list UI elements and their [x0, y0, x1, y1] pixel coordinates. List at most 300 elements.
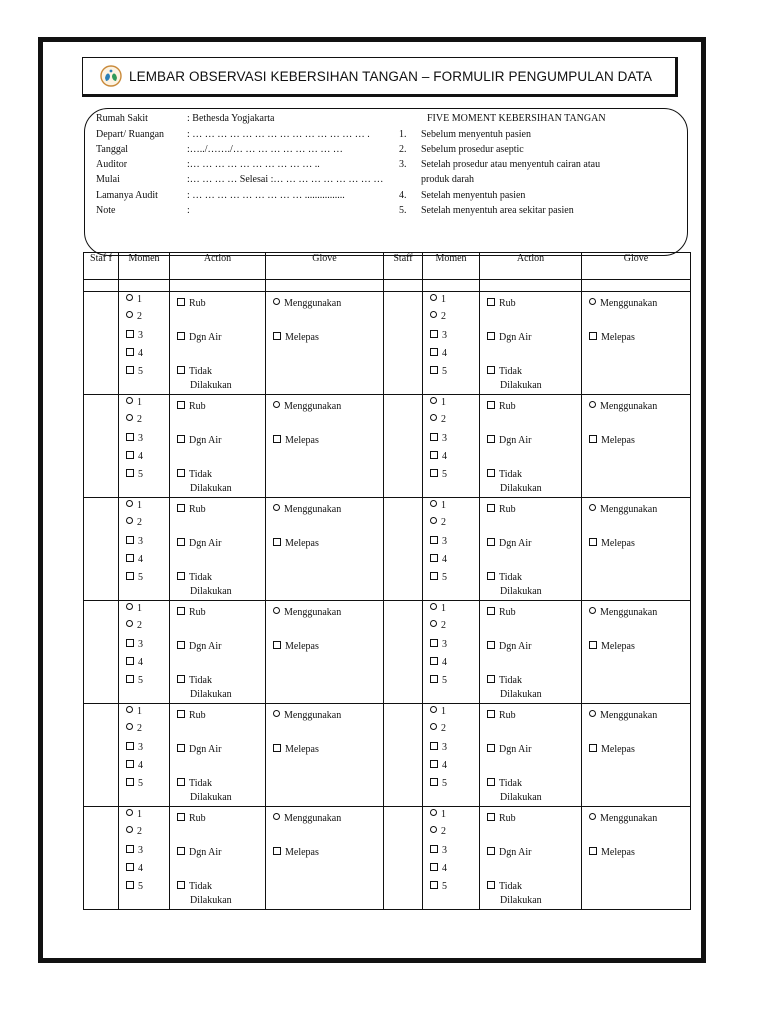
checkbox-icon[interactable]: [430, 451, 438, 459]
radio-icon[interactable]: [126, 294, 133, 301]
action-dgn-air[interactable]: Dgn Air: [487, 332, 532, 343]
momen-option[interactable]: 2: [430, 620, 446, 631]
checkbox-icon[interactable]: [126, 366, 134, 374]
action-rub[interactable]: Rub: [487, 607, 516, 618]
info-field-value[interactable]: :: [187, 205, 190, 216]
action-tidak-label-2: Dilakukan: [190, 792, 232, 803]
checkbox-icon[interactable]: [430, 863, 438, 871]
action-dgn-air[interactable]: Dgn Air: [487, 538, 532, 549]
radio-icon[interactable]: [273, 504, 280, 511]
checkbox-icon[interactable]: [126, 760, 134, 768]
checkbox-icon[interactable]: [126, 863, 134, 871]
glove-melepas[interactable]: Melepas: [273, 847, 319, 858]
momen-option[interactable]: 1: [126, 294, 142, 305]
radio-icon[interactable]: [589, 298, 596, 305]
action-rub[interactable]: Rub: [177, 607, 206, 618]
momen-option[interactable]: 4: [430, 863, 447, 874]
momen-option[interactable]: 5: [126, 366, 143, 377]
staff-cell[interactable]: [84, 807, 119, 910]
action-tidak[interactable]: Tidak: [177, 778, 212, 789]
checkbox-icon[interactable]: [430, 348, 438, 356]
checkbox-icon[interactable]: [126, 330, 134, 338]
radio-icon[interactable]: [126, 809, 133, 816]
checkbox-icon[interactable]: [177, 504, 185, 512]
checkbox-icon[interactable]: [177, 469, 185, 477]
staff-cell-right[interactable]: [384, 601, 423, 704]
momen-option[interactable]: 2: [430, 723, 446, 734]
checkbox-icon[interactable]: [589, 641, 597, 649]
info-field-value[interactable]: : … … … … … … … … … ................: [187, 190, 345, 201]
action-tidak[interactable]: Tidak: [487, 572, 522, 583]
radio-icon[interactable]: [430, 826, 437, 833]
radio-icon[interactable]: [430, 500, 437, 507]
momen-option[interactable]: 5: [430, 675, 447, 686]
glove-menggunakan[interactable]: Menggunakan: [589, 813, 657, 824]
checkbox-icon[interactable]: [126, 742, 134, 750]
glove-menggunakan[interactable]: Menggunakan: [273, 298, 341, 309]
checkbox-icon[interactable]: [487, 572, 495, 580]
radio-icon[interactable]: [126, 826, 133, 833]
momen-option[interactable]: 4: [126, 348, 143, 359]
moment-number: 2.: [399, 144, 407, 155]
action-rub[interactable]: Rub: [487, 710, 516, 721]
momen-option[interactable]: 3: [126, 536, 143, 547]
momen-option[interactable]: 2: [430, 414, 446, 425]
staff-cell[interactable]: [84, 292, 119, 395]
checkbox-icon[interactable]: [487, 607, 495, 615]
momen-option[interactable]: 3: [430, 742, 447, 753]
momen-option[interactable]: 2: [126, 414, 142, 425]
checkbox-icon[interactable]: [430, 675, 438, 683]
glove-melepas[interactable]: Melepas: [273, 641, 319, 652]
action-cell: [170, 498, 266, 601]
checkbox-icon[interactable]: [126, 639, 134, 647]
momen-option[interactable]: 3: [126, 845, 143, 856]
checkbox-icon[interactable]: [273, 744, 281, 752]
radio-icon[interactable]: [430, 311, 437, 318]
staff-cell-right[interactable]: [384, 292, 423, 395]
momen-option[interactable]: 2: [126, 311, 142, 322]
radio-icon[interactable]: [126, 706, 133, 713]
checkbox-icon[interactable]: [177, 847, 185, 855]
momen-option[interactable]: 5: [126, 469, 143, 480]
momen-cell-right: [423, 601, 480, 704]
glove-cell-right: [582, 807, 691, 910]
checkbox-icon[interactable]: [589, 744, 597, 752]
radio-icon[interactable]: [589, 504, 596, 511]
momen-option[interactable]: 5: [430, 469, 447, 480]
checkbox-icon[interactable]: [487, 435, 495, 443]
momen-option[interactable]: 1: [430, 603, 446, 614]
radio-icon[interactable]: [430, 706, 437, 713]
glove-menggunakan[interactable]: Menggunakan: [273, 607, 341, 618]
action-dgn-air[interactable]: Dgn Air: [177, 744, 222, 755]
momen-option[interactable]: 4: [126, 657, 143, 668]
radio-icon[interactable]: [589, 607, 596, 614]
header-glove: Glove: [266, 253, 384, 280]
info-field-value[interactable]: : Bethesda Yogjakarta: [187, 113, 275, 124]
checkbox-icon[interactable]: [273, 332, 281, 340]
checkbox-icon[interactable]: [273, 435, 281, 443]
radio-icon[interactable]: [430, 517, 437, 524]
momen-option[interactable]: 4: [430, 657, 447, 668]
momen-option[interactable]: 3: [430, 536, 447, 547]
checkbox-icon[interactable]: [177, 881, 185, 889]
momen-option[interactable]: 2: [126, 517, 142, 528]
action-dgn-air[interactable]: Dgn Air: [487, 641, 532, 652]
momen-option[interactable]: 4: [430, 554, 447, 565]
checkbox-icon[interactable]: [126, 675, 134, 683]
table-row: [84, 807, 691, 910]
info-field-label: Auditor: [96, 159, 128, 170]
radio-icon[interactable]: [126, 723, 133, 730]
checkbox-icon[interactable]: [177, 572, 185, 580]
action-cell: [170, 807, 266, 910]
checkbox-icon[interactable]: [273, 641, 281, 649]
checkbox-icon[interactable]: [487, 401, 495, 409]
momen-option[interactable]: 4: [126, 554, 143, 565]
info-field-label: Mulai: [96, 174, 120, 185]
momen-option[interactable]: 1: [126, 706, 142, 717]
glove-melepas[interactable]: Melepas: [589, 641, 635, 652]
momen-option[interactable]: 3: [126, 433, 143, 444]
radio-icon[interactable]: [126, 517, 133, 524]
momen-option[interactable]: 5: [126, 675, 143, 686]
glove-melepas[interactable]: Melepas: [589, 435, 635, 446]
action-dgn-air[interactable]: Dgn Air: [177, 847, 222, 858]
action-rub[interactable]: Rub: [487, 504, 516, 515]
checkbox-icon[interactable]: [126, 451, 134, 459]
checkbox-icon[interactable]: [430, 366, 438, 374]
checkbox-icon[interactable]: [177, 435, 185, 443]
glove-cell: [266, 601, 384, 704]
momen-option[interactable]: 1: [126, 397, 142, 408]
momen-cell: [119, 395, 170, 498]
radio-icon[interactable]: [430, 723, 437, 730]
checkbox-icon[interactable]: [430, 554, 438, 562]
action-tidak-label-2: Dilakukan: [500, 380, 542, 391]
action-tidak[interactable]: Tidak: [177, 881, 212, 892]
staff-cell[interactable]: [84, 704, 119, 807]
info-field-label: Lamanya Audit: [96, 190, 158, 201]
action-tidak[interactable]: Tidak: [177, 675, 212, 686]
checkbox-icon[interactable]: [177, 366, 185, 374]
radio-icon[interactable]: [589, 710, 596, 717]
radio-icon[interactable]: [273, 401, 280, 408]
radio-icon[interactable]: [430, 414, 437, 421]
action-tidak-label-2: Dilakukan: [190, 380, 232, 391]
checkbox-icon[interactable]: [126, 554, 134, 562]
momen-option[interactable]: 1: [126, 809, 142, 820]
action-dgn-air[interactable]: Dgn Air: [487, 847, 532, 858]
checkbox-icon[interactable]: [430, 433, 438, 441]
momen-cell: [119, 601, 170, 704]
action-tidak[interactable]: Tidak: [487, 778, 522, 789]
action-tidak[interactable]: Tidak: [487, 469, 522, 480]
momen-option[interactable]: 5: [126, 881, 143, 892]
staff-cell-right[interactable]: [384, 498, 423, 601]
checkbox-icon[interactable]: [126, 433, 134, 441]
checkbox-icon[interactable]: [177, 401, 185, 409]
action-rub[interactable]: Rub: [177, 401, 206, 412]
table-header-row: [84, 253, 691, 280]
momen-option[interactable]: 1: [430, 809, 446, 820]
checkbox-icon[interactable]: [589, 332, 597, 340]
radio-icon[interactable]: [273, 298, 280, 305]
checkbox-icon[interactable]: [126, 845, 134, 853]
momen-option[interactable]: 1: [126, 500, 142, 511]
glove-menggunakan[interactable]: Menggunakan: [273, 710, 341, 721]
glove-melepas[interactable]: Melepas: [273, 538, 319, 549]
momen-option[interactable]: 3: [430, 330, 447, 341]
checkbox-icon[interactable]: [177, 744, 185, 752]
glove-menggunakan[interactable]: Menggunakan: [589, 298, 657, 309]
glove-melepas[interactable]: Melepas: [273, 435, 319, 446]
action-tidak[interactable]: Tidak: [487, 366, 522, 377]
momen-option[interactable]: 3: [430, 845, 447, 856]
momen-option[interactable]: 5: [430, 572, 447, 583]
checkbox-icon[interactable]: [177, 641, 185, 649]
radio-icon[interactable]: [430, 397, 437, 404]
action-rub[interactable]: Rub: [487, 298, 516, 309]
momen-option[interactable]: 5: [430, 881, 447, 892]
checkbox-icon[interactable]: [487, 778, 495, 786]
glove-menggunakan[interactable]: Menggunakan: [273, 813, 341, 824]
checkbox-icon[interactable]: [126, 572, 134, 580]
momen-option[interactable]: 2: [430, 517, 446, 528]
checkbox-icon[interactable]: [487, 710, 495, 718]
staff-cell[interactable]: [84, 395, 119, 498]
checkbox-icon[interactable]: [589, 847, 597, 855]
checkbox-icon[interactable]: [126, 778, 134, 786]
header-staff-right: Staff: [384, 253, 423, 280]
momen-option[interactable]: 2: [126, 723, 142, 734]
momen-option[interactable]: 1: [430, 706, 446, 717]
radio-icon[interactable]: [126, 603, 133, 610]
checkbox-icon[interactable]: [177, 710, 185, 718]
action-tidak[interactable]: Tidak: [177, 572, 212, 583]
radio-icon[interactable]: [126, 500, 133, 507]
momen-option[interactable]: 2: [126, 826, 142, 837]
radio-icon[interactable]: [126, 397, 133, 404]
moment-number: 4.: [399, 190, 407, 201]
radio-icon[interactable]: [273, 710, 280, 717]
action-tidak-label-2: Dilakukan: [190, 895, 232, 906]
checkbox-icon[interactable]: [177, 298, 185, 306]
glove-melepas[interactable]: Melepas: [589, 332, 635, 343]
momen-option[interactable]: 5: [126, 778, 143, 789]
glove-melepas[interactable]: Melepas: [589, 847, 635, 858]
checkbox-icon[interactable]: [430, 330, 438, 338]
glove-menggunakan[interactable]: Menggunakan: [589, 401, 657, 412]
checkbox-icon[interactable]: [487, 469, 495, 477]
radio-icon[interactable]: [126, 311, 133, 318]
checkbox-icon[interactable]: [430, 760, 438, 768]
action-rub[interactable]: Rub: [487, 813, 516, 824]
checkbox-icon[interactable]: [177, 538, 185, 546]
momen-option[interactable]: 2: [126, 620, 142, 631]
checkbox-icon[interactable]: [589, 538, 597, 546]
checkbox-icon[interactable]: [430, 742, 438, 750]
glove-cell-right: [582, 395, 691, 498]
radio-icon[interactable]: [126, 620, 133, 627]
radio-icon[interactable]: [430, 620, 437, 627]
checkbox-icon[interactable]: [487, 538, 495, 546]
action-rub[interactable]: Rub: [177, 710, 206, 721]
checkbox-icon[interactable]: [430, 881, 438, 889]
momen-option[interactable]: 1: [430, 500, 446, 511]
header-glove-right: Glove: [582, 253, 691, 280]
glove-melepas[interactable]: Melepas: [589, 538, 635, 549]
radio-icon[interactable]: [126, 414, 133, 421]
checkbox-icon[interactable]: [126, 469, 134, 477]
action-rub[interactable]: Rub: [177, 504, 206, 515]
action-tidak[interactable]: Tidak: [177, 366, 212, 377]
momen-option[interactable]: 2: [430, 311, 446, 322]
glove-melepas[interactable]: Melepas: [589, 744, 635, 755]
glove-menggunakan[interactable]: Menggunakan: [589, 710, 657, 721]
momen-option[interactable]: 4: [126, 760, 143, 771]
page-title: LEMBAR OBSERVASI KEBERSIHAN TANGAN – FORMULIR PENGUMPULAN DATA: [129, 69, 653, 84]
action-dgn-air[interactable]: Dgn Air: [177, 538, 222, 549]
checkbox-icon[interactable]: [487, 881, 495, 889]
radio-icon[interactable]: [430, 294, 437, 301]
momen-cell-right: [423, 498, 480, 601]
checkbox-icon[interactable]: [430, 657, 438, 665]
checkbox-icon[interactable]: [177, 778, 185, 786]
checkbox-icon[interactable]: [487, 744, 495, 752]
checkbox-icon[interactable]: [430, 639, 438, 647]
radio-icon[interactable]: [273, 607, 280, 614]
momen-cell-right: [423, 704, 480, 807]
checkbox-icon[interactable]: [126, 657, 134, 665]
action-tidak[interactable]: Tidak: [487, 881, 522, 892]
momen-cell: [119, 704, 170, 807]
moment-number: 5.: [399, 205, 407, 216]
action-cell: [170, 704, 266, 807]
action-dgn-air[interactable]: Dgn Air: [487, 744, 532, 755]
momen-option[interactable]: 4: [126, 451, 143, 462]
momen-option[interactable]: 3: [430, 639, 447, 650]
checkbox-icon[interactable]: [430, 572, 438, 580]
checkbox-icon[interactable]: [430, 845, 438, 853]
glove-melepas[interactable]: Melepas: [273, 744, 319, 755]
action-tidak-label-2: Dilakukan: [500, 895, 542, 906]
momen-option[interactable]: 1: [430, 294, 446, 305]
momen-option[interactable]: 4: [430, 760, 447, 771]
action-cell-right: [480, 601, 582, 704]
momen-cell-right: [423, 292, 480, 395]
info-field-value[interactable]: :… … … … Selesai :… … … … … … … … …: [187, 174, 384, 185]
checkbox-icon[interactable]: [177, 675, 185, 683]
checkbox-icon[interactable]: [487, 298, 495, 306]
info-box: [84, 108, 688, 256]
momen-option[interactable]: 2: [430, 826, 446, 837]
checkbox-icon[interactable]: [487, 675, 495, 683]
action-rub[interactable]: Rub: [177, 298, 206, 309]
momen-option[interactable]: 4: [430, 451, 447, 462]
radio-icon[interactable]: [589, 401, 596, 408]
checkbox-icon[interactable]: [126, 348, 134, 356]
momen-cell-right: [423, 395, 480, 498]
momen-option[interactable]: 3: [126, 639, 143, 650]
checkbox-icon[interactable]: [487, 641, 495, 649]
moment-text: Setelah prosedur atau menyentuh cairan atau: [421, 159, 601, 170]
checkbox-icon[interactable]: [177, 813, 185, 821]
glove-menggunakan[interactable]: Menggunakan: [589, 504, 657, 515]
glove-melepas[interactable]: Melepas: [273, 332, 319, 343]
glove-menggunakan[interactable]: Menggunakan: [589, 607, 657, 618]
momen-option[interactable]: 5: [430, 778, 447, 789]
momen-cell: [119, 292, 170, 395]
checkbox-icon[interactable]: [487, 813, 495, 821]
checkbox-icon[interactable]: [589, 435, 597, 443]
momen-option[interactable]: 3: [126, 330, 143, 341]
checkbox-icon[interactable]: [177, 332, 185, 340]
action-dgn-air[interactable]: Dgn Air: [487, 435, 532, 446]
checkbox-icon[interactable]: [487, 504, 495, 512]
checkbox-icon[interactable]: [177, 607, 185, 615]
checkbox-icon[interactable]: [430, 536, 438, 544]
action-tidak[interactable]: Tidak: [487, 675, 522, 686]
action-dgn-air[interactable]: Dgn Air: [177, 641, 222, 652]
glove-menggunakan[interactable]: Menggunakan: [273, 504, 341, 515]
momen-option[interactable]: 5: [126, 572, 143, 583]
action-tidak[interactable]: Tidak: [177, 469, 212, 480]
action-rub[interactable]: Rub: [487, 401, 516, 412]
glove-menggunakan[interactable]: Menggunakan: [273, 401, 341, 412]
info-field-value[interactable]: :… … … … … … … … … … ..: [187, 159, 320, 170]
momen-option[interactable]: 3: [126, 742, 143, 753]
momen-cell-right: [423, 807, 480, 910]
momen-option[interactable]: 4: [430, 348, 447, 359]
checkbox-icon[interactable]: [487, 366, 495, 374]
momen-option[interactable]: 3: [430, 433, 447, 444]
radio-icon[interactable]: [430, 809, 437, 816]
checkbox-icon[interactable]: [273, 538, 281, 546]
radio-icon[interactable]: [589, 813, 596, 820]
momen-option[interactable]: 5: [430, 366, 447, 377]
moment-text: Sebelum menyentuh pasien: [421, 129, 531, 140]
staff-cell-right[interactable]: [384, 395, 423, 498]
info-field-value[interactable]: : … … … … … … … … … … … … … … .: [187, 129, 370, 140]
momen-option[interactable]: 1: [430, 397, 446, 408]
info-field-value[interactable]: :…../……./… … … … … … … … …: [187, 144, 343, 155]
action-rub[interactable]: Rub: [177, 813, 206, 824]
header-momen: Momen: [119, 253, 170, 280]
moment-number: 3.: [399, 159, 407, 170]
checkbox-icon[interactable]: [487, 332, 495, 340]
radio-icon[interactable]: [273, 813, 280, 820]
action-dgn-air[interactable]: Dgn Air: [177, 332, 222, 343]
action-dgn-air[interactable]: Dgn Air: [177, 435, 222, 446]
staff-cell-right[interactable]: [384, 704, 423, 807]
momen-option[interactable]: 4: [126, 863, 143, 874]
staff-cell[interactable]: [84, 498, 119, 601]
checkbox-icon[interactable]: [126, 536, 134, 544]
staff-cell[interactable]: [84, 601, 119, 704]
staff-cell-right[interactable]: [384, 807, 423, 910]
action-tidak-label-2: Dilakukan: [500, 689, 542, 700]
checkbox-icon[interactable]: [430, 778, 438, 786]
checkbox-icon[interactable]: [487, 847, 495, 855]
glove-cell: [266, 395, 384, 498]
checkbox-icon[interactable]: [126, 881, 134, 889]
momen-option[interactable]: 1: [126, 603, 142, 614]
checkbox-icon[interactable]: [273, 847, 281, 855]
checkbox-icon[interactable]: [430, 469, 438, 477]
radio-icon[interactable]: [430, 603, 437, 610]
